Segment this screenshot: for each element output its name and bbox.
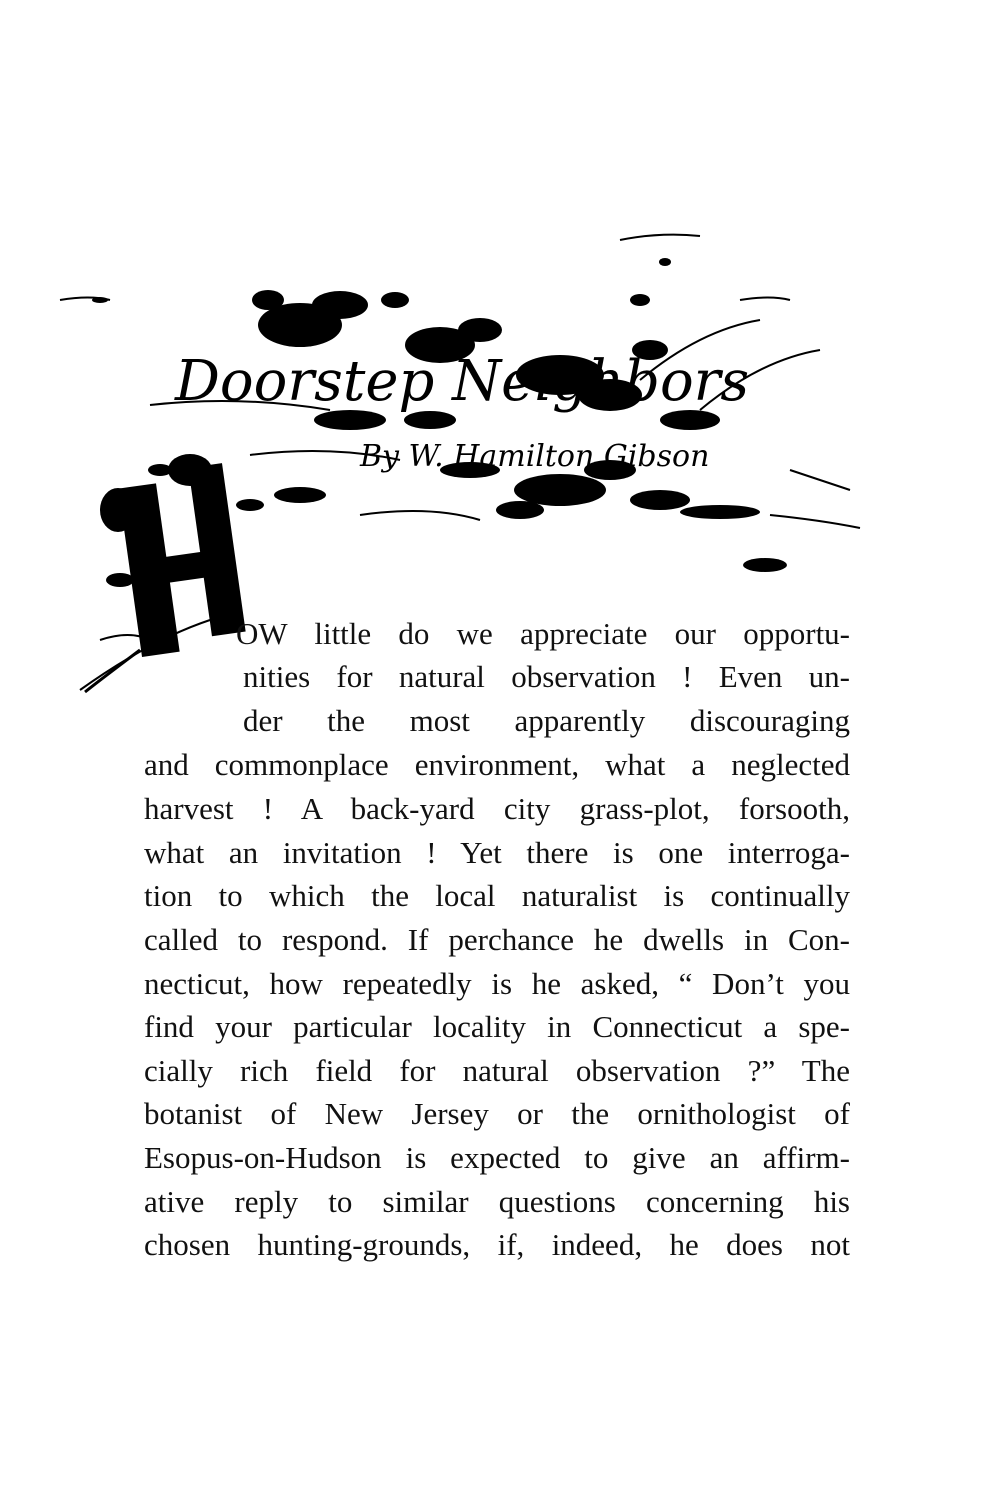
drop-cap-h [85, 454, 246, 692]
body-line-10: find your particular locality in Connecticut a spe- [144, 1009, 850, 1044]
body-line-12: botanist of New Jersey or the ornithologist of [144, 1096, 850, 1131]
body-line-11: cially rich field for natural observation ?” The [144, 1053, 850, 1088]
body-line-4: and commonplace environment, what a neglected [144, 747, 850, 782]
body-line-5: harvest ! A back-yard city grass-plot, forsooth, [144, 791, 850, 826]
body-line-2: nities for natural observation ! Even un- [243, 659, 850, 694]
body-line-13: Esopus-on-Hudson is expected to give an affirm- [144, 1140, 850, 1175]
byline-script: By W. Hamilton Gibson [360, 439, 710, 474]
body-line-14: ative reply to similar questions concerning his [144, 1184, 850, 1219]
body-line-1: OW little do we appreciate our opportu- [236, 616, 850, 651]
title-script: Doorstep Neighbors [175, 349, 750, 414]
body-line-3: der the most apparently discouraging [243, 703, 850, 738]
header-illustration [0, 0, 1000, 700]
body-line-6: what an invitation ! Yet there is one interroga- [144, 835, 850, 870]
body-line-8: called to respond. If perchance he dwells in Con- [144, 922, 850, 957]
body-line-15: chosen hunting-grounds, if, indeed, he does not [144, 1227, 850, 1262]
body-line-7: tion to which the local naturalist is continually [144, 878, 850, 913]
body-line-9: necticut, how repeatedly is he asked, “ Don’t you [144, 966, 850, 1001]
